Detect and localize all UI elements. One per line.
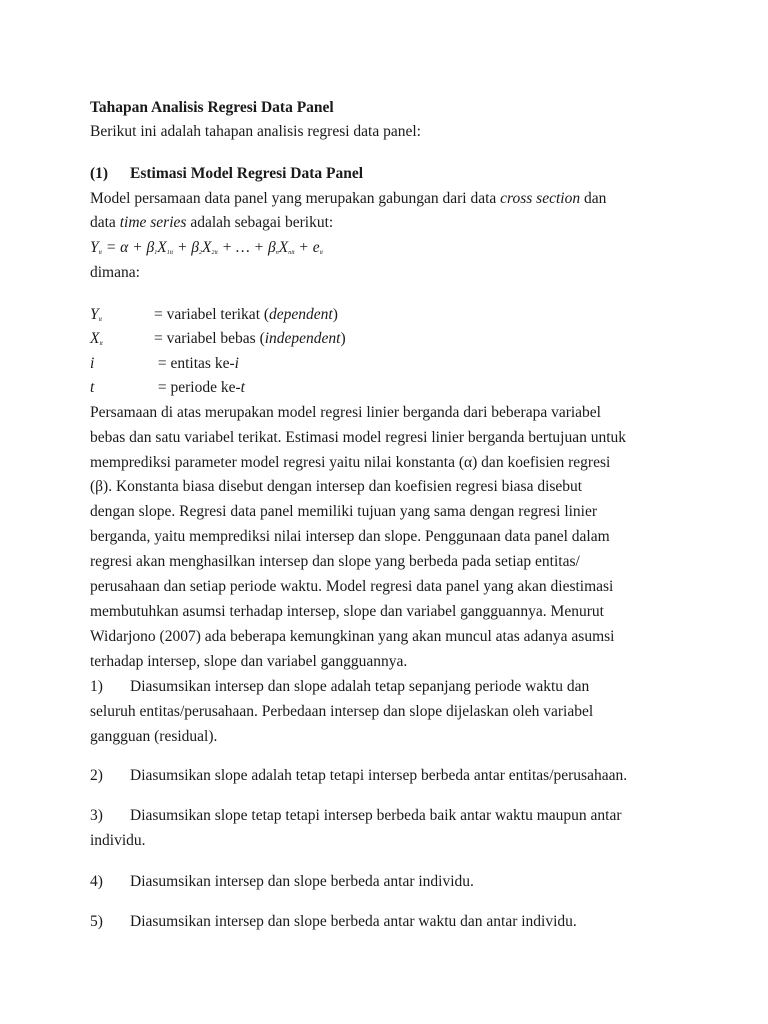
eq-xn: X xyxy=(278,239,289,256)
assumption-continuation: individu. xyxy=(90,832,146,849)
definition-symbol: $X_{it}$ xyxy=(90,330,103,347)
assumption-item xyxy=(90,766,627,786)
intro-text: Berikut ini adalah tahapan analisis regresi data panel: xyxy=(90,123,421,140)
eq-subscript: 2 xyxy=(199,250,202,256)
dimana-label: dimana: xyxy=(90,264,140,281)
definition-emphasis: t xyxy=(240,379,245,396)
paragraph-line: berganda, yaitu memprediksi nilai intersep dan slope. Penggunaan data panel dalam xyxy=(90,528,610,545)
assumption-number: 4) xyxy=(90,873,103,890)
assumption-text: Diasumsikan slope tetap tetapi intersep berbeda baik antar waktu maupun antar xyxy=(130,807,622,824)
section-heading xyxy=(90,164,363,184)
emphasis-cross-section: cross section xyxy=(500,190,581,207)
definition-text: ) xyxy=(332,306,338,323)
assumption-item xyxy=(90,806,622,826)
paragraph-line: Persamaan di atas merupakan model regresi linier berganda dari beberapa variabel xyxy=(90,404,601,421)
text-run: dan xyxy=(580,190,607,207)
assumption-continuation: seluruh entitas/perusahaan. Perbedaan intersep dan slope dijelaskan oleh variabel xyxy=(90,703,594,720)
text-run: adalah sebagai berikut: xyxy=(186,214,334,231)
paragraph-line: (β). Konstanta biasa disebut dengan intersep dan koefisien regresi biasa disebut xyxy=(90,478,583,495)
definition-text: = variabel terikat ( xyxy=(154,306,270,323)
eq-x2: X xyxy=(202,239,212,256)
text-run: data xyxy=(90,214,120,231)
eq-subscript: it xyxy=(98,250,102,256)
section-number: (1) xyxy=(90,165,109,182)
section-title: Estimasi Model Regresi Data Panel xyxy=(130,165,364,182)
eq-subscript: it xyxy=(319,250,323,256)
assumption-item xyxy=(90,677,589,697)
definition-text: = periode ke- xyxy=(154,379,241,396)
eq-part: + … + β xyxy=(217,239,276,256)
paragraph-line: terhadap intersep, slope dan variabel gangguannya. xyxy=(90,653,408,670)
paragraph-line: Widarjono (2007) ada beberapa kemungkinan yang akan muncul atas adanya asumsi xyxy=(90,628,615,645)
paragraph-line: dengan slope. Regresi data panel memiliki tujuan yang sama dengan regresi linier xyxy=(90,503,598,520)
document-title: Tahapan Analisis Regresi Data Panel xyxy=(90,99,334,116)
assumption-text: Diasumsikan intersep dan slope berbeda antar individu. xyxy=(130,873,474,890)
emphasis-time-series: time series xyxy=(119,214,187,231)
definition-symbol: $Y_{it}$ xyxy=(90,306,102,323)
assumption-number: 1) xyxy=(90,678,103,695)
model-para-line-2 xyxy=(90,213,333,233)
paragraph-line: membutuhkan asumsi terhadap intersep, slope dan variabel gangguannya. Menurut xyxy=(90,603,604,620)
definition-symbol: i xyxy=(90,355,95,372)
definition-symbol: t xyxy=(90,379,95,396)
assumption-continuation: gangguan (residual). xyxy=(90,728,218,745)
definition-text: = variabel bebas ( xyxy=(154,330,265,347)
assumption-item xyxy=(90,872,474,892)
assumption-number: 2) xyxy=(90,767,103,784)
eq-y: Y xyxy=(90,239,99,256)
eq-part: + e xyxy=(294,239,320,256)
definition-row xyxy=(90,329,346,354)
paragraph-line: perusahaan dan setiap periode waktu. Model regresi data panel yang akan diestimasi xyxy=(90,578,614,595)
definition-text: = entitas ke- xyxy=(154,355,235,372)
definition-emphasis: independent xyxy=(264,330,341,347)
assumption-text: Diasumsikan intersep dan slope adalah tetap sepanjang periode waktu dan xyxy=(130,678,590,695)
assumption-number: 3) xyxy=(90,807,103,824)
eq-part: = α + β xyxy=(101,239,155,256)
eq-subscript: 2it xyxy=(211,250,218,256)
eq-subscript: 1 xyxy=(154,250,158,256)
eq-subscript: 1it xyxy=(166,250,174,256)
assumption-number: 5) xyxy=(90,913,103,930)
assumption-text: Diasumsikan intersep dan slope berbeda antar waktu dan antar individu. xyxy=(130,913,577,930)
definition-emphasis: i xyxy=(234,355,239,372)
definition-row xyxy=(90,305,338,330)
eq-x1: X xyxy=(157,239,167,256)
eq-subscript: n xyxy=(275,250,279,256)
assumption-item xyxy=(90,912,577,932)
paragraph-line: regresi akan menghasilkan intersep dan slope yang berbeda pada setiap entitas/ xyxy=(90,553,580,570)
definition-row xyxy=(90,354,239,379)
paragraph-line: memprediksi parameter model regresi yaitu nilai konstanta (α) dan koefisien regresi xyxy=(90,454,611,471)
definition-text: ) xyxy=(340,330,346,347)
paragraph-line: bebas dan satu variabel terikat. Estimasi model regresi linier berganda bertujuan untuk xyxy=(90,429,627,446)
regression-equation xyxy=(90,238,323,263)
definition-emphasis: dependent xyxy=(269,306,333,323)
assumption-text: Diasumsikan slope adalah tetap tetapi intersep berbeda antar entitas/perusahaan. xyxy=(130,767,628,784)
definition-row xyxy=(90,378,245,403)
model-para-line-1 xyxy=(90,189,606,209)
eq-subscript: nit xyxy=(288,250,295,256)
eq-part: + β xyxy=(173,239,199,256)
text-run: Model persamaan data panel yang merupakan gabungan dari data xyxy=(90,190,501,207)
